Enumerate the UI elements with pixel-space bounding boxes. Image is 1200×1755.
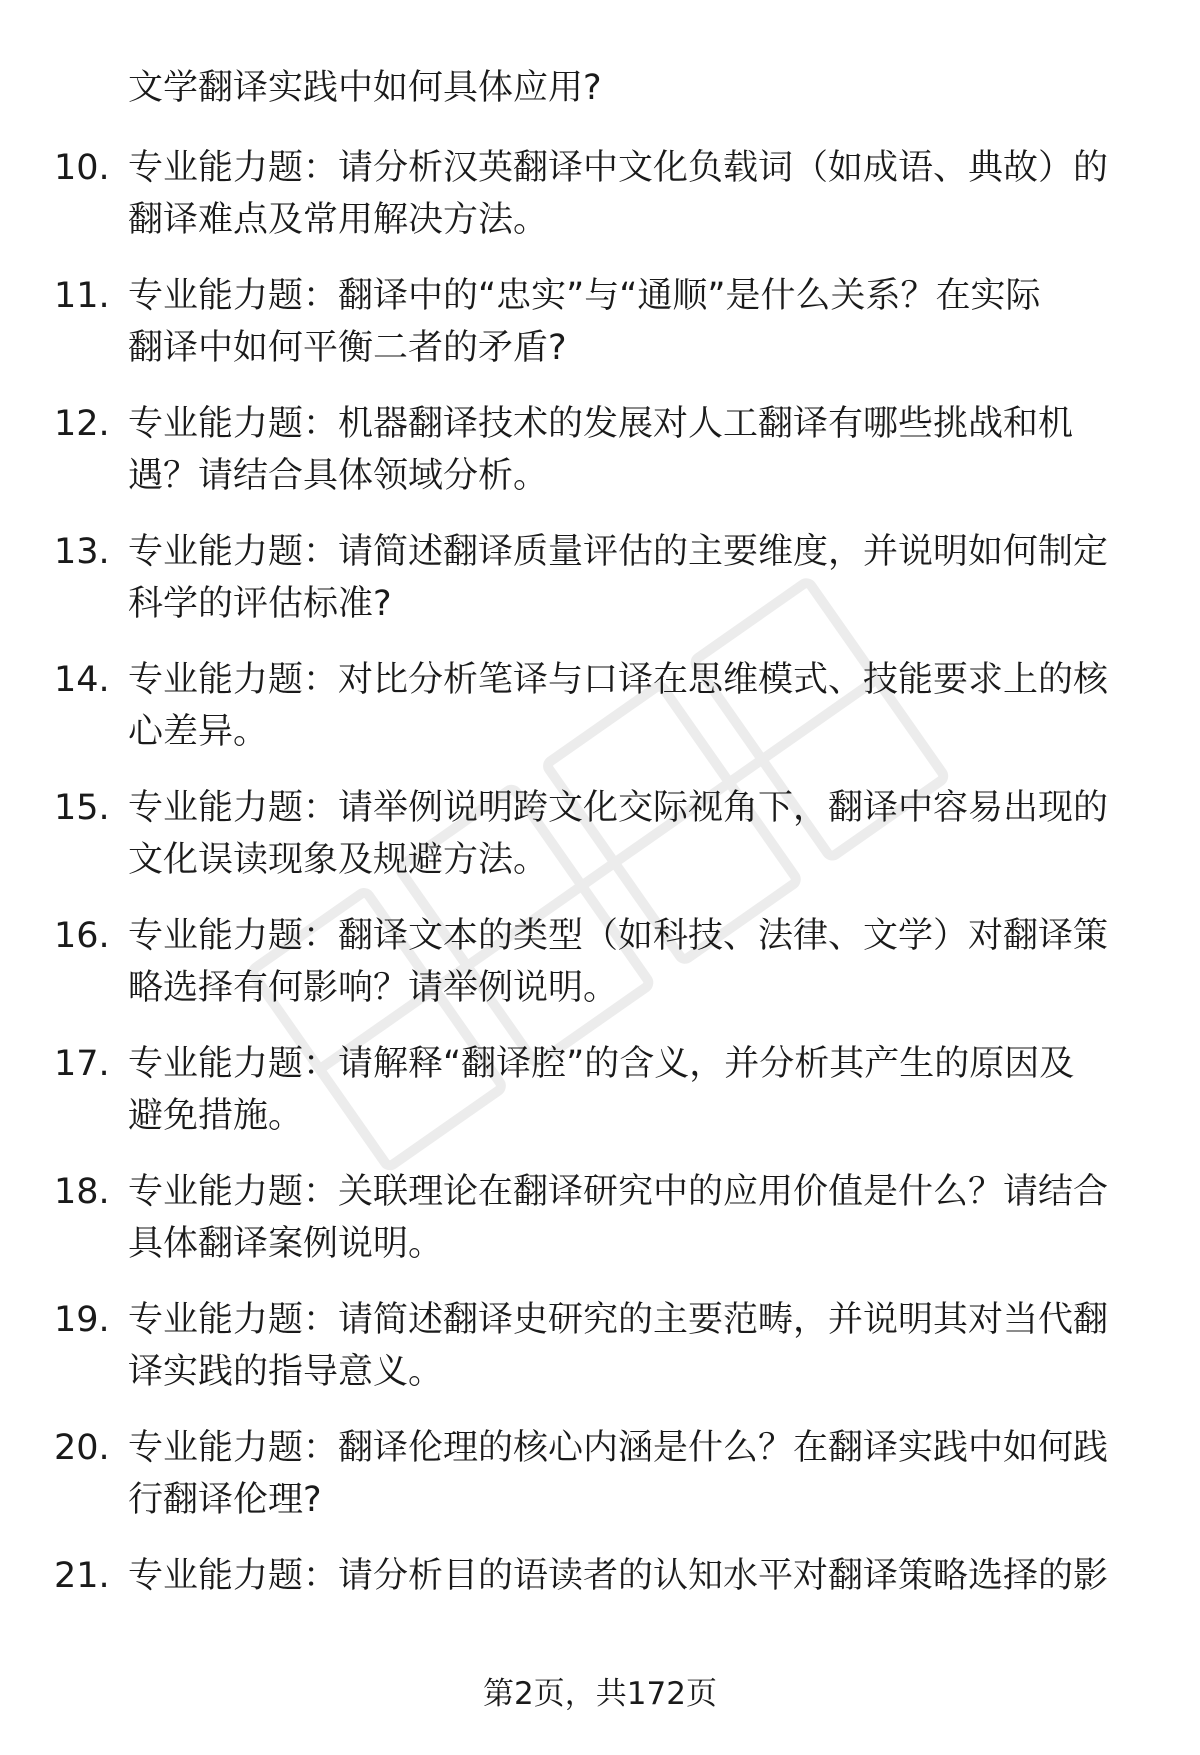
question-item: [0, 654, 1200, 782]
question-text-line: 专业能力题：请简述翻译质量评估的主要维度，并说明如何制定: [128, 532, 1109, 572]
question-text-line: 心差异。: [128, 712, 269, 752]
question-text-line: 略选择有何影响？请举例说明。: [128, 968, 619, 1008]
question-text-line: 专业能力题：翻译文本的类型（如科技、法律、文学）对翻译策: [128, 916, 1109, 956]
question-text: [128, 1038, 1148, 1142]
question-text-line: 遇？请结合具体领域分析。: [128, 456, 549, 496]
question-text-line: 翻译难点及常用解决方法。: [128, 200, 549, 240]
page-number: 第2页，共172页: [483, 1676, 717, 1712]
question-number: 20.: [54, 1428, 110, 1468]
question-text-line: 专业能力题：请解释“翻译腔”的含义，并分析其产生的原因及: [128, 1044, 1075, 1084]
question-item: [0, 270, 1200, 398]
question-text: [128, 654, 1148, 758]
question-text-line: 专业能力题：对比分析笔译与口译在思维模式、技能要求上的核: [128, 660, 1109, 700]
question-number: 18.: [54, 1172, 110, 1212]
question-number: 19.: [54, 1300, 110, 1340]
question-text: [128, 910, 1148, 1014]
question-text-line: 专业能力题：翻译伦理的核心内涵是什么？在翻译实践中如何践: [128, 1428, 1109, 1468]
question-text-line: 专业能力题：请简述翻译史研究的主要范畴，并说明其对当代翻: [128, 1300, 1109, 1340]
question-number: 13.: [54, 532, 110, 572]
question-item: [0, 398, 1200, 526]
question-text: [128, 1550, 1148, 1602]
question-text-line: 专业能力题：请举例说明跨文化交际视角下，翻译中容易出现的: [128, 788, 1109, 828]
question-text-line: 译实践的指导意义。: [128, 1352, 444, 1392]
question-item: [0, 526, 1200, 654]
question-text-line: 文化误读现象及规避方法。: [128, 840, 549, 880]
question-text: [128, 270, 1148, 374]
question-text-line: 具体翻译案例说明。: [128, 1224, 444, 1264]
question-list: [0, 142, 1200, 1678]
question-number: 16.: [54, 916, 110, 956]
question-number: 21.: [54, 1556, 110, 1596]
question-text: [128, 142, 1148, 246]
question-text-line: 专业能力题：翻译中的“忠实”与“通顺”是什么关系？在实际: [128, 276, 1041, 316]
question-text-line: 行翻译伦理?: [128, 1480, 322, 1520]
question-text-line: 科学的评估标准?: [128, 584, 392, 624]
question-number: 14.: [54, 660, 110, 700]
question-item: [0, 1038, 1200, 1166]
question-text: [128, 1294, 1148, 1398]
continued-question-text: 文学翻译实践中如何具体应用?: [128, 68, 602, 108]
question-text-line: 专业能力题：关联理论在翻译研究中的应用价值是什么？请结合: [128, 1172, 1109, 1212]
question-text: [128, 1422, 1148, 1526]
question-item: [0, 1166, 1200, 1294]
question-text: [128, 526, 1148, 630]
question-number: 11.: [54, 276, 110, 316]
question-number: 10.: [54, 148, 110, 188]
question-item: [0, 1550, 1200, 1678]
question-item: [0, 142, 1200, 270]
question-text: [128, 1166, 1148, 1270]
question-number: 17.: [54, 1044, 110, 1084]
question-text: [128, 782, 1148, 886]
question-number: 12.: [54, 404, 110, 444]
question-item: [0, 1294, 1200, 1422]
question-item: [0, 1422, 1200, 1550]
question-item: [0, 910, 1200, 1038]
question-text-line: 专业能力题：请分析目的语读者的认知水平对翻译策略选择的影: [128, 1556, 1109, 1596]
question-text-line: 专业能力题：请分析汉英翻译中文化负载词（如成语、典故）的: [128, 148, 1109, 188]
question-number: 15.: [54, 788, 110, 828]
question-text-line: 专业能力题：机器翻译技术的发展对人工翻译有哪些挑战和机: [128, 404, 1074, 444]
question-text-line: 翻译中如何平衡二者的矛盾?: [128, 328, 567, 368]
question-text-line: 避免措施。: [128, 1096, 304, 1136]
question-text: [128, 398, 1148, 502]
question-item: [0, 782, 1200, 910]
